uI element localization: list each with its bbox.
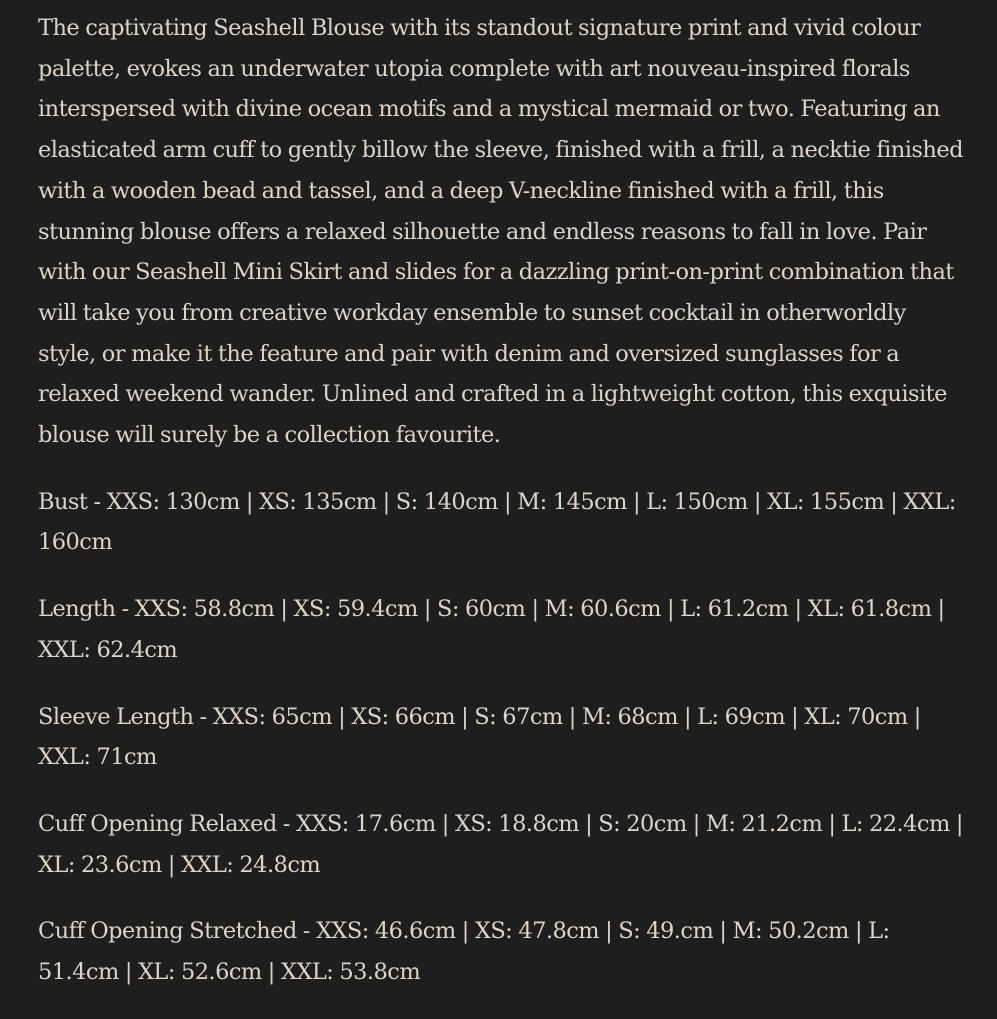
product-details [38,8,968,1019]
product-description: The captivating Seashell Blouse with its standout signature print and vivid colour palette, evokes an underwater utopia complete with art nouveau-inspired florals interspersed with divine ocean motifs and a mystical mermaid or two. Featuring an elasticated arm cuff to gently billow the sleeve, finished with a frill, a necktie finished with a wooden bead and tassel, and a deep V-neckline finished with a frill, this stunning blouse offers a relaxed silhouette and endless reasons to fall in love. Pair with our Seashell Mini Skirt and slides for a dazzling print-on-print combination that will take you from creative workday ensemble to sunset cocktail in otherworldly style, or make it the feature and pair with denim and oversized sunglasses for a relaxed weekend wander. Unlined and crafted in a lightweight cotton, this exquisite blouse will surely be a collection favourite. [38,15,963,449]
measurement-cuff-opening-stretched: Cuff Opening Stretched - XXS: 46.6cm | XS: 47.8cm | S: 49.cm | M: 50.2cm | L: 51.4cm | XL: 52.6cm | XXL: 53.8cm [38,918,890,986]
measurement-bust: Bust - XXS: 130cm | XS: 135cm | S: 140cm | M: 145cm | L: 150cm | XL: 155cm | XXL: 160cm [38,488,956,556]
measurement-cuff-opening-relaxed: Cuff Opening Relaxed - XXS: 17.6cm | XS: 18.8cm | S: 20cm | M: 21.2cm | L: 22.4cm | XL: 23.6cm | XXL: 24.8cm [38,810,963,878]
measurement-length: Length - XXS: 58.8cm | XS: 59.4cm | S: 60cm | M: 60.6cm | L: 61.2cm | XL: 61.8cm | XXL: 62.4cm [38,596,945,663]
measurement-sleeve-length: Sleeve Length - XXS: 65cm | XS: 66cm | S: 67cm | M: 68cm | L: 69cm | XL: 70cm | XXL: 71cm [38,703,921,771]
